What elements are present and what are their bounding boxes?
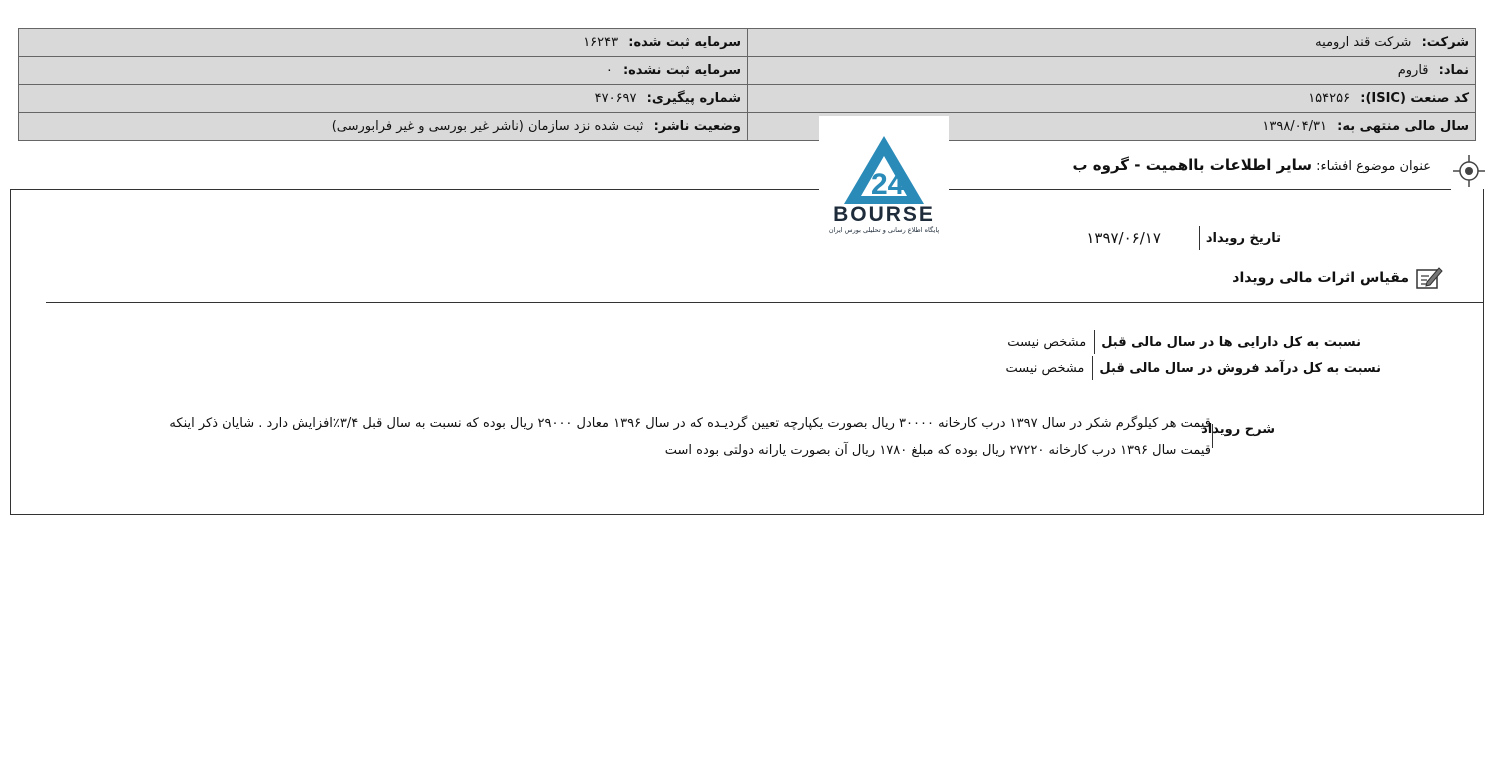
edit-note-icon [1415, 265, 1443, 291]
info-row [19, 85, 1476, 113]
financial-effects-title [1232, 265, 1443, 291]
event-date-label: تاریخ رویداد [1199, 226, 1281, 250]
description-label: شرح رویداد [1201, 422, 1275, 437]
event-description [135, 410, 1211, 464]
symbol-cell [748, 57, 1476, 85]
ratio-sales-row [1005, 356, 1381, 380]
section-title-text: مقیاس اثرات مالی رویداد [1232, 270, 1409, 286]
company-value: شرکت قند ارومیه [1315, 35, 1412, 50]
fiscal-value: ۱۳۹۸/۰۴/۳۱ [1262, 119, 1327, 134]
registered-capital-value: ۱۶۲۴۳ [583, 35, 619, 50]
isic-label: کد صنعت (ISIC): [1360, 91, 1469, 106]
bourse24-logo-graphic [819, 116, 949, 240]
ratio-assets-value: مشخص نیست [1007, 334, 1087, 350]
symbol-label: نماد: [1438, 63, 1469, 78]
event-date-value: ۱۳۹۷/۰۶/۱۷ [1086, 229, 1161, 247]
info-row [19, 113, 1476, 141]
logo-subtext: پایگاه اطلاع رسانی و تحلیلی بورس ایران [828, 226, 940, 234]
unregistered-capital-value: ۰ [605, 63, 613, 78]
subject-value: سایر اطلاعات بااهمیت - گروه ب [1072, 156, 1312, 174]
tracking-label: شماره پیگیری: [646, 91, 741, 106]
registered-capital-cell [19, 29, 748, 57]
tracking-value: ۴۷۰۶۹۷ [594, 91, 637, 106]
publisher-status-cell [19, 113, 748, 141]
logo-number: 24 [871, 168, 905, 201]
isic-cell [748, 85, 1476, 113]
description-divider [1212, 424, 1213, 448]
subject-label: عنوان موضوع افشاء: [1316, 159, 1431, 174]
section-divider [46, 302, 1483, 303]
info-row [19, 57, 1476, 85]
event-date-row [1086, 226, 1281, 250]
registered-capital-label: سرمایه ثبت شده: [628, 35, 741, 50]
unregistered-capital-cell [19, 57, 748, 85]
bourse24-logo [819, 116, 949, 240]
publisher-status-label: وضعیت ناشر: [653, 119, 741, 134]
isic-value: ۱۵۴۲۵۶ [1308, 91, 1351, 106]
ratio-sales-label: نسبت به کل درآمد فروش در سال مالی قبل [1092, 356, 1381, 380]
company-label: شرکت: [1421, 35, 1469, 50]
ratio-assets-row [1007, 330, 1361, 354]
tracking-cell [19, 85, 748, 113]
publisher-status-value: ثبت شده نزد سازمان (ناشر غیر بورسی و غیر فرابورسی) [331, 119, 644, 134]
target-icon [1453, 155, 1485, 187]
disclosure-subject [1073, 156, 1432, 174]
company-cell [748, 29, 1476, 57]
ratio-assets-label: نسبت به کل دارایی ها در سال مالی قبل [1094, 330, 1361, 354]
fiscal-label: سال مالی منتهی به: [1337, 119, 1469, 134]
description-line: قیمت سال ۱۳۹۶ درب کارخانه ۲۷۲۲۰ ریال بوده که مبلغ ۱۷۸۰ ریال آن بصورت یارانه دولتی بوده است [664, 443, 1211, 458]
info-row [19, 29, 1476, 57]
description-line: قیمت هر کیلوگرم شکر در سال ۱۳۹۷ درب کارخانه ۳۰۰۰۰ ریال بصورت یکپارچه تعیین گردیـده که در سال ۱۳۹۶ معادل ۲۹۰۰۰ ریال بوده که نسبت به سال قبل ۳/۴٪افزایش دارد . شایان ذکر اینکه [169, 416, 1211, 431]
symbol-value: قاروم [1397, 63, 1429, 78]
unregistered-capital-label: سرمایه ثبت نشده: [622, 63, 741, 78]
company-info-table [18, 28, 1476, 141]
logo-text: BOURSE [833, 203, 935, 226]
ratio-sales-value: مشخص نیست [1005, 360, 1085, 376]
